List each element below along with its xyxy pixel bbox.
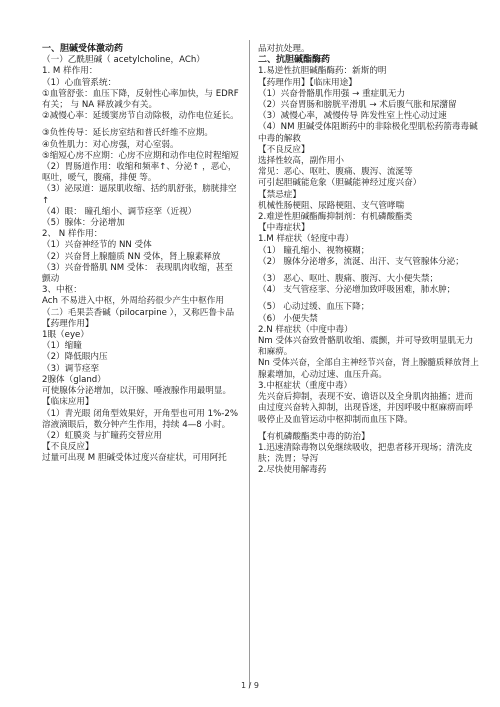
text-line: 【不良反应】 <box>258 144 310 155</box>
text-line: 机械性肠梗阻、尿路梗阻、支气管哮喘 <box>258 200 405 211</box>
page-number: 1 / 9 <box>241 681 259 690</box>
text-line: 1.易逆性抗胆碱酯酶药：新斯的明 <box>258 66 387 77</box>
text-line: 【中毒症状】 <box>258 223 310 234</box>
text-line: （4） 支气管痉挛、分泌增加致呼吸困难，肺水肿； <box>258 285 456 296</box>
text-line: 2.N 样症状（中度中毒） <box>258 324 353 335</box>
text-line: （6） 小便失禁 <box>258 313 318 324</box>
text-line: 【不良反应】 <box>42 442 94 453</box>
text-line: （4）NM 胆碱受体阻断药中的非除极化型肌松药箭毒毒碱中毒的解救 <box>258 122 478 144</box>
text-line: （2）降低眼内压 <box>42 352 108 363</box>
text-line: 常见：恶心、呕吐、腹痛、腹泻、流涎等 <box>258 167 413 178</box>
text-line: ④负性肌力：对心房强，对心室弱。 <box>42 139 179 150</box>
text-line: 2.尽快使用解毒药 <box>258 465 327 476</box>
text-line: 2、 N 样作用： <box>42 229 103 240</box>
text-line: ②减慢心率：延缓窦房节自动除极，动作电位延长。 <box>42 111 239 122</box>
text-line: （2）兴奋肾上腺髓质 NN 受体，肾上腺素释放 <box>42 251 221 262</box>
text-line: 可引起胆碱能危象（胆碱能神经过度兴奋） <box>258 178 422 189</box>
text-line: 3.中枢症状（重度中毒） <box>258 380 353 391</box>
section-heading: 二、抗胆碱酯酶药 <box>258 55 331 66</box>
text-line: （3）兴奋骨骼肌 NM 受体： 表现肌肉收缩，甚至颤动 <box>42 262 233 285</box>
text-line: （2）胃肠道作用：收缩和频率↑、分泌↑ ，恶心，呕吐，嗳气，腹痛，排便 等。 <box>42 162 237 184</box>
text-line: （4）眼： 瞳孔缩小、调节痉挛（近视） <box>42 206 197 217</box>
text-line: 可使腺体分泌增加，以汗腺、唾液腺作用最明显。 <box>42 386 232 397</box>
text-line: （2）兴奋胃肠和膀胱平滑肌 → 术后腹气胀和尿潴留 <box>258 100 457 111</box>
text-line: 品对抗处理。 <box>258 44 310 54</box>
section-heading: 一、胆碱受体激动药 <box>42 44 124 54</box>
text-line: 1. M 样作用： <box>42 66 98 77</box>
text-line: Nn 受体兴奋，全部自主神经节兴奋，肾上腺髓质释放肾上腺素增加，心动过速、血压升高。 <box>258 358 479 380</box>
text-line: （3） 恶心、呕吐、腹痛、腹泻、大小便失禁； <box>258 274 439 285</box>
text-line: 先兴奋后抑制，表现不安、谵语以及全身肌肉抽搐；进而由过度兴奋转入抑制，出现昏迷，并因呼吸中枢麻痹而呼吸停止及血管运动中枢抑制而血压下降。 <box>258 392 473 425</box>
text-line: 【临床应用】 <box>42 397 94 408</box>
text-line: （1）缩瞳 <box>42 341 82 352</box>
text-line: （2） 腺体分泌增多，流涎、出汗、支气管腺体分泌； <box>258 256 464 267</box>
text-line: ⑤缩短心房不应期：心房不应期和动作电位时程缩短 <box>42 150 239 161</box>
left-column <box>42 44 240 465</box>
text-line: （5）腺体：分泌增加 <box>42 218 125 229</box>
text-line: （1）兴奋骨骼肌作用强 → 重症肌无力 <box>258 88 406 99</box>
text-line: 3、中枢： <box>42 285 82 296</box>
text-line: 2腺体（gland） <box>42 374 106 385</box>
text-line: （3）减慢心率，减慢传导 阵发性室上性心动过速 <box>258 111 447 122</box>
text-line: （1）兴奋神经节的 NN 受体 <box>42 240 152 251</box>
text-line: （3）调节痉挛 <box>42 363 100 374</box>
text-line: Ach 不易进入中枢，外周给药很少产生中枢作用 <box>42 296 224 307</box>
text-line: （1） 瞳孔缩小、视物模糊； <box>258 245 370 256</box>
text-line: 选择性较高，副作用小 <box>258 156 344 167</box>
text-line: 【有机磷酸酯类中毒的防治】 <box>258 431 370 442</box>
right-column <box>258 44 480 477</box>
text-line: ①血管舒张：血压下降，反射性心率加快，与 EDRF 有关； 与 NA 释放减少有关。 <box>42 88 239 111</box>
text-line: 1.M 样症状（轻度中毒） <box>258 234 354 245</box>
text-line: Nm 受体兴奋致骨骼肌收缩、震颤，并可导致明显肌无力和麻痹。 <box>258 336 474 358</box>
text-line: （3）泌尿道：逼尿肌收缩、括约肌舒张，膀胱排空↑ <box>42 184 237 206</box>
text-line: 【禁忌症】 <box>258 189 301 200</box>
text-line: （5） 心动过缓、血压下降； <box>258 302 370 313</box>
text-line: 【药理作用】【临床用途】 <box>258 77 357 88</box>
text-line: ③负性传导：延长房室结和普氏纤维不应期。 <box>42 128 213 139</box>
text-line: 1眼（eye） <box>42 330 89 341</box>
text-line: 【药理作用】 <box>42 318 94 329</box>
text-line: 1.迅速清除毒物以免继续吸收，把患者移开现场；清洗皮肤；洗胃；导泻 <box>258 442 473 465</box>
text-line: （1）心血管系统： <box>42 77 117 88</box>
text-line: 2.难逆性胆碱酯酶抑制剂：有机磷酸酯类 <box>258 212 413 223</box>
text-line: 过量可出现 M 胆碱受体过度兴奋症状，可用阿托 <box>42 453 227 464</box>
column-divider <box>249 40 250 688</box>
text-line: （2）虹膜炎 与扩瞳药交替应用 <box>42 430 162 441</box>
text-line: （一）乙酰胆碱（ acetylcholine，ACh） <box>42 55 205 66</box>
text-line: （二）毛果芸香碱（pilocarpine ），又称匹鲁卡品 <box>42 307 235 318</box>
text-line: （1）青光眼 闭角型效果好，开角型也可用 1%-2%溶液滴眼后，数分钟产生作用，持续 4—8 小时。 <box>42 408 238 430</box>
